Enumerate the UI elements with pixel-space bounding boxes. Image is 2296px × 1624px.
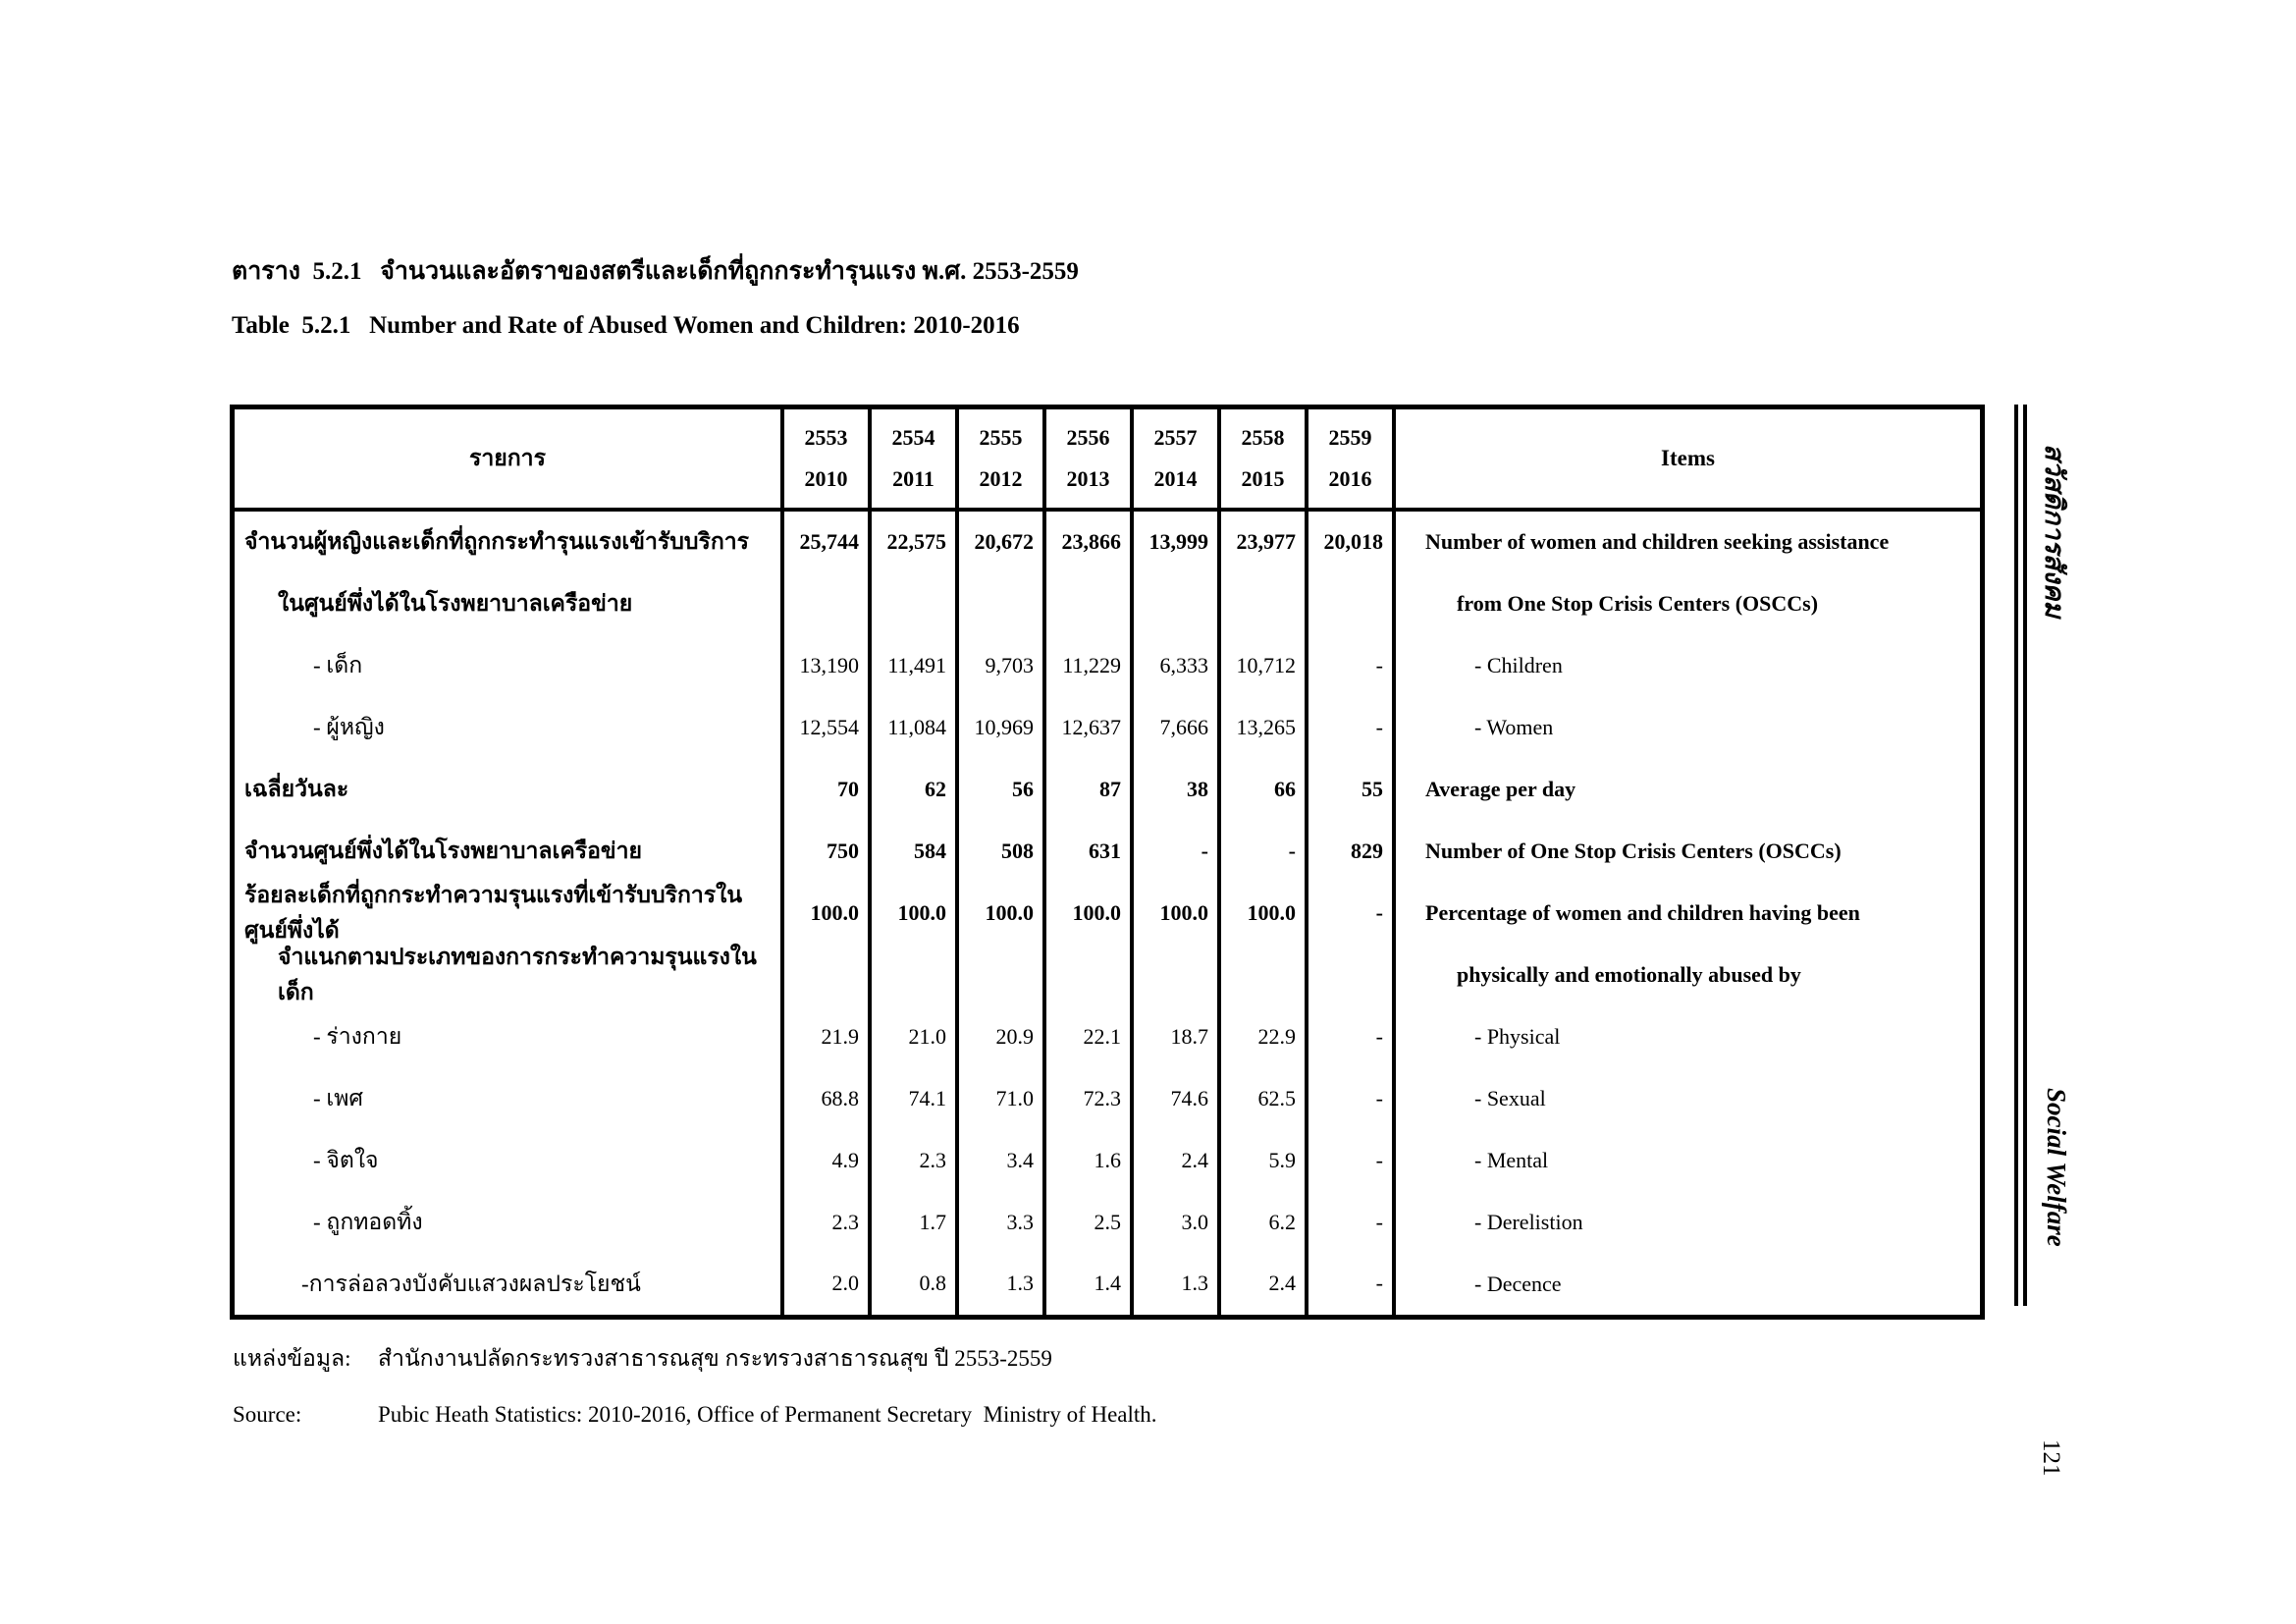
header-cell-year [1046,409,1130,512]
year-buddhist-label: 2555 [979,425,1023,450]
english-item-cell: Average per day [1425,777,1576,802]
table-column-year-2558 [1221,409,1308,1315]
thai-label-cell: ร้อยละเด็กที่ถูกกระทำความรุนแรงที่เข้ารับบริการในศูนย์พึ่งได้ [244,882,743,943]
thai-label-cell: จำแนกตามประเภทของการกระทำความรุนแรงในเด็ก [278,944,757,1004]
value-cell: 22,575 [886,529,946,555]
value-cell: 13,999 [1148,529,1208,555]
value-cell: 11,084 [887,715,946,740]
value-cell: 2.5 [1094,1209,1121,1234]
value-cell: 2.3 [919,1147,946,1172]
english-item-cell: - Women [1474,715,1554,740]
value-cell: 5.9 [1268,1147,1296,1172]
table-title-thai: ตาราง 5.2.1 จำนวนและอัตราของสตรีและเด็กที่ถูกกระทำรุนแรง พ.ศ. 2553-2559 [232,258,1079,285]
value-cell: - [1201,838,1208,863]
value-cell: 20,018 [1323,529,1383,555]
value-cell: - [1375,899,1383,925]
thai-label-cell: - จิตใจ [313,1147,379,1172]
page-number: 121 [2038,1439,2064,1477]
value-cell: - [1375,1147,1383,1172]
value-cell: 12,554 [799,715,859,740]
value-cell: 72.3 [1083,1085,1121,1110]
table-column-year-2557 [1134,409,1221,1315]
value-cell [784,573,868,635]
value-cell: 3.4 [1006,1147,1034,1172]
sidebar-chapter-label-thai: สวัสดิการสังคม [2040,444,2069,619]
english-item-cell: physically and emotionally abused by [1457,961,1801,987]
year-gregorian-label: 2014 [1153,465,1198,491]
table-column-items-english [1396,409,1980,1315]
table-column-thai-labels [235,409,784,1315]
header-cell-thai-label: รายการ [235,409,780,512]
value-cell: 3.0 [1181,1209,1208,1234]
year-gregorian-label: 2010 [804,465,848,491]
value-cell [784,944,868,1005]
table-title-english: Table 5.2.1 Number and Rate of Abused Women and Children: 2010-2016 [232,312,1020,339]
header-cell-year [1134,409,1217,512]
value-cell [1046,944,1130,1005]
value-cell: 100.0 [985,899,1034,925]
value-cell: 74.6 [1170,1085,1208,1110]
year-buddhist-label: 2557 [1153,425,1198,450]
value-cell: 62 [925,777,946,802]
english-item-cell: - Physical [1474,1023,1561,1049]
value-cell: 9,703 [985,653,1034,678]
thai-label-cell: จำนวนผู้หญิงและเด็กที่ถูกกระทำรุนแรงเข้ารับบริการ [244,529,750,555]
value-cell: 21.0 [908,1023,946,1049]
value-cell [959,573,1042,635]
english-item-cell: - Mental [1474,1147,1549,1172]
year-gregorian-label: 2015 [1241,465,1285,491]
value-cell: 100.0 [1247,899,1296,925]
year-gregorian-label: 2012 [979,465,1023,491]
value-cell: 1.7 [919,1209,946,1234]
value-cell: 21.9 [821,1023,859,1049]
value-cell: 508 [1001,838,1034,863]
value-cell: 20.9 [995,1023,1034,1049]
value-cell [872,944,955,1005]
thai-label-cell: -การล่อลวงบังคับแสวงผลประโยชน์ [301,1271,641,1296]
table-column-year-2553 [784,409,872,1315]
statistics-table [230,405,1985,1320]
value-cell: 2.3 [831,1209,859,1234]
value-cell: 68.8 [821,1085,859,1110]
value-cell: 23,977 [1236,529,1296,555]
header-cell-year [959,409,1042,512]
value-cell: 7,666 [1159,715,1208,740]
value-cell: 6,333 [1159,653,1208,678]
source-label-thai: แหล่งข้อมูล: [233,1346,351,1371]
thai-label-cell: - เพศ [313,1085,364,1110]
year-buddhist-label: 2558 [1241,425,1285,450]
value-cell: 10,712 [1236,653,1296,678]
table-column-year-2555 [959,409,1046,1315]
value-cell: 631 [1089,838,1121,863]
year-buddhist-label: 2556 [1066,425,1110,450]
english-item-cell: - Decence [1474,1271,1562,1296]
value-cell: 10,969 [974,715,1034,740]
value-cell: 71.0 [995,1085,1034,1110]
english-item-cell: Number of women and children seeking assistance [1425,529,1890,555]
value-cell: - [1375,653,1383,678]
header-cell-items: Items [1396,409,1980,512]
english-item-cell: - Children [1474,653,1563,678]
value-cell: 66 [1274,777,1296,802]
thai-label-cell: - เด็ก [313,653,363,678]
english-item-cell: from One Stop Crisis Centers (OSCCs) [1457,591,1819,617]
year-gregorian-label: 2011 [892,465,934,491]
sidebar-chapter-label-english: Social Welfare [2042,1088,2071,1247]
value-cell: 25,744 [799,529,859,555]
value-cell: 74.1 [908,1085,946,1110]
value-cell: 62.5 [1257,1085,1296,1110]
value-cell: - [1375,715,1383,740]
value-cell: 1.3 [1181,1271,1208,1296]
thai-label-cell: ในศูนย์พึ่งได้ในโรงพยาบาลเครือข่าย [278,591,633,617]
value-cell: 55 [1362,777,1383,802]
table-column-year-2559 [1308,409,1396,1315]
header-cell-year [872,409,955,512]
source-label-english: Source: [233,1402,302,1427]
value-cell: 22.9 [1257,1023,1296,1049]
thai-label-cell: - ผู้หญิง [313,715,385,740]
value-cell: 20,672 [974,529,1034,555]
value-cell: 11,491 [887,653,946,678]
value-cell [872,573,955,635]
english-item-cell: - Derelistion [1474,1209,1583,1234]
sidebar-double-rule [2014,405,2027,1306]
value-cell: 87 [1099,777,1121,802]
value-cell: 6.2 [1268,1209,1296,1234]
value-cell: 18.7 [1170,1023,1208,1049]
value-cell: - [1375,1023,1383,1049]
header-cell-year [784,409,868,512]
value-cell: 13,265 [1236,715,1296,740]
value-cell: 2.4 [1181,1147,1208,1172]
header-cell-year [1308,409,1392,512]
value-cell: 4.9 [831,1147,859,1172]
value-cell: 12,637 [1061,715,1121,740]
value-cell [959,944,1042,1005]
table-column-year-2556 [1046,409,1134,1315]
value-cell: 22.1 [1083,1023,1121,1049]
english-item-cell: - Sexual [1474,1085,1546,1110]
value-cell [1308,944,1392,1005]
value-cell: 100.0 [810,899,859,925]
year-buddhist-label: 2553 [804,425,848,450]
value-cell [1308,573,1392,635]
value-cell: 3.3 [1006,1209,1034,1234]
value-cell: 100.0 [1159,899,1208,925]
value-cell: 38 [1187,777,1208,802]
english-item-cell: Number of One Stop Crisis Centers (OSCCs) [1425,839,1842,864]
value-cell: 100.0 [1072,899,1121,925]
value-cell: - [1375,1271,1383,1296]
value-cell: 584 [914,838,946,863]
english-item-cell: Percentage of women and children having been [1425,899,1860,925]
value-cell: 1.6 [1094,1147,1121,1172]
source-text-thai: สำนักงานปลัดกระทรวงสาธารณสุข กระทรวงสาธารณสุข ปี 2553-2559 [378,1346,1052,1371]
thai-label-cell: จำนวนศูนย์พึ่งได้ในโรงพยาบาลเครือข่าย [244,838,643,863]
value-cell: 829 [1351,838,1383,863]
value-cell: 2.4 [1268,1271,1296,1296]
value-cell [1134,573,1217,635]
year-buddhist-label: 2554 [891,425,935,450]
value-cell: 750 [827,838,859,863]
value-cell [1221,573,1305,635]
value-cell: - [1288,838,1296,863]
value-cell: 1.4 [1094,1271,1121,1296]
value-cell [1046,573,1130,635]
thai-label-cell: เฉลี่ยวันละ [244,777,349,802]
value-cell [1221,944,1305,1005]
thai-label-cell: - ร่างกาย [313,1023,402,1049]
value-cell: - [1375,1209,1383,1234]
value-cell: 11,229 [1062,653,1121,678]
value-cell: 70 [837,777,859,802]
thai-label-cell: - ถูกทอดทิ้ง [313,1209,423,1234]
year-gregorian-label: 2013 [1066,465,1110,491]
value-cell: 0.8 [919,1271,946,1296]
value-cell: 2.0 [831,1271,859,1296]
value-cell: 56 [1012,777,1034,802]
value-cell [1134,944,1217,1005]
value-cell: - [1375,1085,1383,1110]
value-cell: 23,866 [1061,529,1121,555]
year-gregorian-label: 2016 [1328,465,1372,491]
year-buddhist-label: 2559 [1328,425,1372,450]
table-column-year-2554 [872,409,959,1315]
source-text-english: Pubic Heath Statistics: 2010-2016, Office of Permanent Secretary Ministry of Health. [378,1402,1157,1427]
value-cell: 100.0 [897,899,946,925]
value-cell: 1.3 [1006,1271,1034,1296]
value-cell: 13,190 [799,653,859,678]
header-cell-year [1221,409,1305,512]
